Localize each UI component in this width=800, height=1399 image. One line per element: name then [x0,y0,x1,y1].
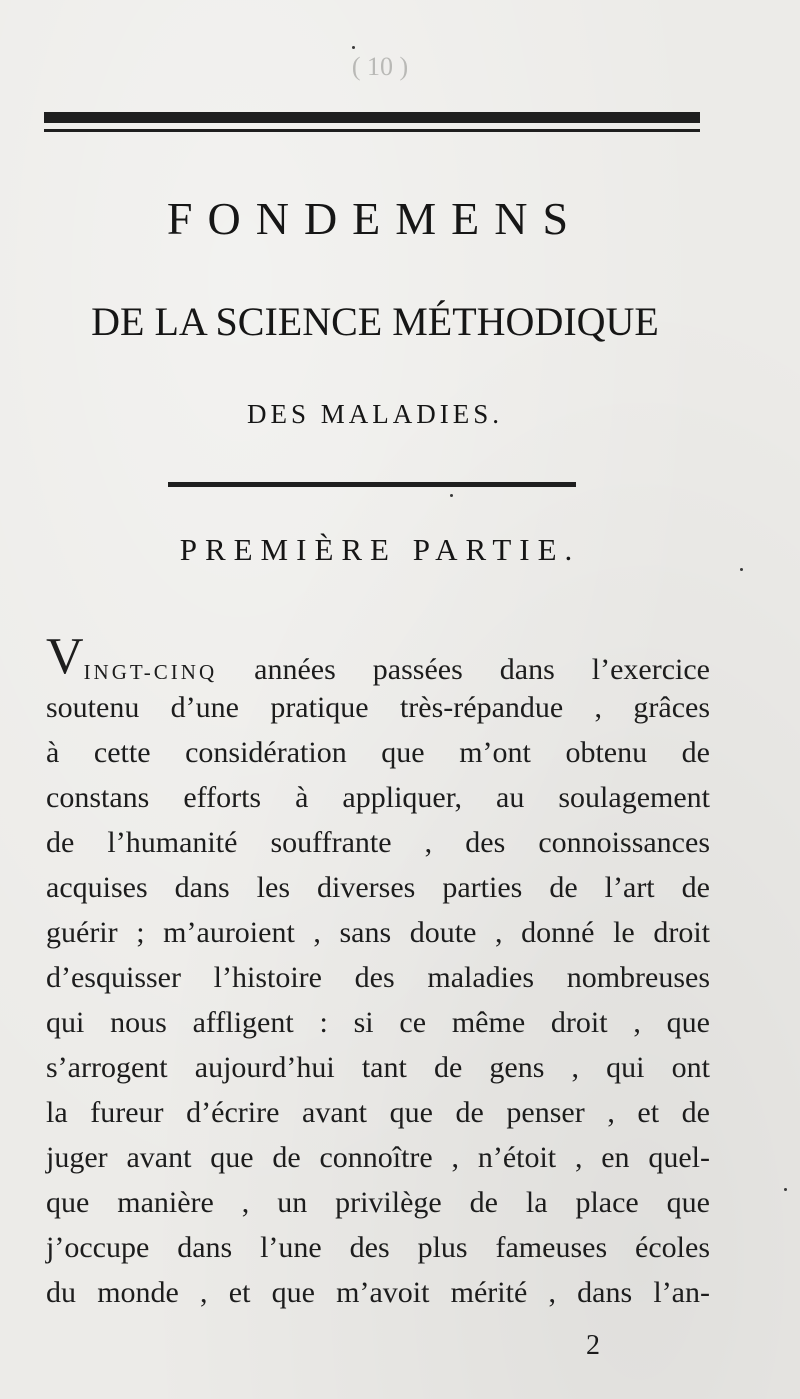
body-line-5: de l’humanité souffrante , des connoissances [46,826,710,859]
body-line-4: constans efforts à appliquer, au soulagement [46,781,710,814]
middle-rule [168,482,576,487]
body-text [46,628,710,1315]
ink-speck [450,494,453,497]
ink-speck [352,46,355,49]
top-rule-thin [44,129,700,132]
ink-speck [784,1188,787,1191]
body-line-1 [46,628,710,686]
body-line-14: j’occupe dans l’une des plus fameuses écoles [46,1231,710,1264]
body-line-8: d’esquisser l’histoire des maladies nombreuses [46,961,710,994]
signature-mark: 2 [586,1330,600,1361]
body-line-13: que manière , un privilège de la place que [46,1186,710,1219]
first-word-smallcaps: INGT-CINQ [83,660,218,684]
body-line-2: soutenu d’une pratique très-répandue , grâces [46,691,710,724]
body-line-1-text: années passées dans l’exercice [217,653,710,686]
body-line-7: guérir ; m’auroient , sans doute , donné le droit [46,916,710,949]
subtitle-line-2: DES MALADIES. [246,399,503,429]
body-line-11: la fureur d’écrire avant que de penser , et de [46,1096,710,1129]
subtitle: DE LA SCIENCE MÉTHODIQUE [91,299,659,344]
section-title: PREMIÈRE PARTIE. [179,532,581,567]
body-line-6: acquises dans les diverses parties de l’art de [46,871,710,904]
body-line-9: qui nous affligent : si ce même droit , que [46,1006,710,1039]
body-line-10: s’arrogent aujourd’hui tant de gens , qui ont [46,1051,710,1084]
ink-speck [740,568,743,571]
body-line-15: du monde , et que m’avoit mérité , dans l’an- [46,1276,710,1309]
top-double-rule [44,112,700,138]
body-line-3: à cette considération que m’ont obtenu de [46,736,710,769]
body-line-12: juger avant que de connoître , n’étoit , en quel- [46,1141,710,1174]
page-number: ( 10 ) [351,52,409,81]
top-rule-thick [44,112,700,123]
main-title: FONDEMENS [166,193,584,244]
drop-cap: V [46,628,84,685]
